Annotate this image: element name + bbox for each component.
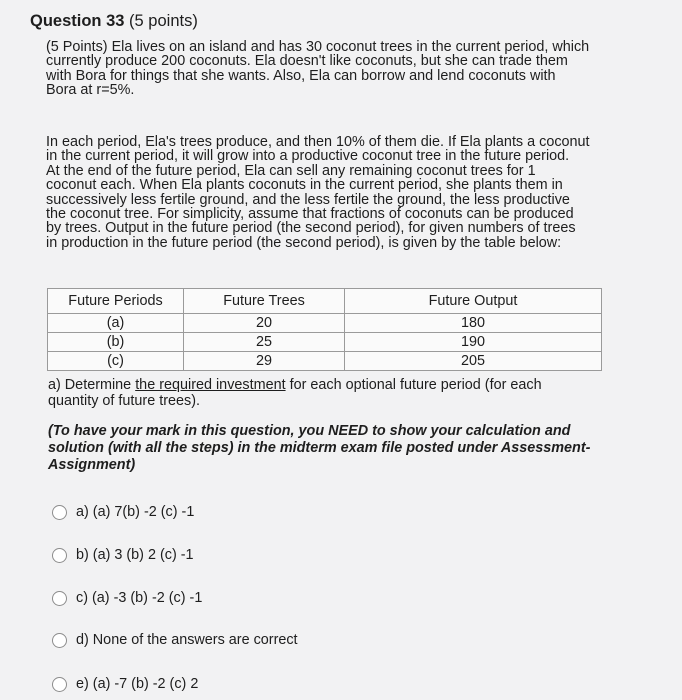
table-cell: 29 [184,352,345,371]
part-a-line: quantity of future trees). [48,393,200,409]
table-cell: 25 [184,333,345,352]
required-investment-link[interactable]: the required investment [135,377,286,393]
option-label: d) None of the answers are correct [76,632,298,648]
question-title [30,12,198,31]
table-cell: 180 [345,314,602,333]
paragraph-line: by trees. Output in the future period (the second period), for given numbers of trees [46,220,576,237]
paragraph-line: the coconut tree. For simplicity, assume that fractions of coconuts can be produced [46,206,574,223]
radio-button[interactable] [52,633,67,648]
table-header-output: Future Output [345,289,602,314]
option-label: e) (a) -7 (b) -2 (c) 2 [76,676,199,692]
radio-button[interactable] [52,677,67,692]
answer-option-c[interactable] [52,588,202,608]
part-a-line [48,377,608,393]
note-line: Assignment) [48,457,136,473]
output-table [47,288,602,371]
paragraph-line: In each period, Ela's trees produce, and then 10% of them die. If Ela plants a coconut [46,134,590,150]
option-label: b) (a) 3 (b) 2 (c) -1 [76,547,194,563]
option-label: a) (a) 7(b) -2 (c) -1 [76,504,195,520]
answer-option-a[interactable] [52,502,194,522]
question-points: (5 points) [129,12,198,30]
answer-option-b[interactable] [52,545,194,565]
paragraph-intro [46,40,626,98]
note-line: (To have your mark in this question, you NEED to show your calculation and [48,423,571,439]
paragraph-line: in the current period, it will grow into a productive coconut tree in the future period. [46,148,570,165]
table-cell: (a) [48,314,184,333]
table-cell: 205 [345,352,602,371]
table-cell: 190 [345,333,602,352]
paragraph-line: in production in the future period (the second period), is given by the table below: [46,234,562,251]
table-header-periods: Future Periods [48,289,184,314]
table-row [48,333,602,352]
table-row [48,314,602,333]
paragraph-line: (5 Points) Ela lives on an island and has 30 coconut trees in the current period, which [46,39,590,55]
table-row [48,352,602,371]
paragraph-line: currently produce 200 coconuts. Ela doesn't like coconuts, but she can trade them [46,53,568,70]
answer-option-e[interactable] [52,674,198,694]
table-header-row [48,289,602,314]
part-a-rest: for each optional future period (for each [285,377,542,393]
paragraph-line: At the end of the future period, Ela can sell any remaining coconut trees for 1 [46,162,536,179]
table-header-trees: Future Trees [184,289,345,314]
paragraph-line: coconut each. When Ela plants coconuts in the current period, she plants them in [46,177,563,194]
table-cell: (c) [48,352,184,371]
paragraph-details [46,135,626,250]
radio-button[interactable] [52,548,67,563]
paragraph-line: successively less fertile ground, and the less fertile the ground, the less productive [46,191,570,208]
instruction-note [48,423,608,474]
paragraph-line: with Bora for things that she wants. Also, Ela can borrow and lend coconuts with [46,67,556,84]
table-cell: (b) [48,333,184,352]
option-label: c) (a) -3 (b) -2 (c) -1 [76,590,203,606]
answer-option-d[interactable] [52,630,298,650]
part-a-lead: a) Determine [48,377,136,393]
table-cell: 20 [184,314,345,333]
paragraph-line: Bora at r=5%. [46,82,135,99]
radio-button[interactable] [52,591,67,606]
radio-button[interactable] [52,505,67,520]
question-number: Question 33 [30,12,125,30]
note-line: solution (with all the steps) in the midterm exam file posted under Assessment- [48,440,591,456]
part-a-question [48,377,608,409]
